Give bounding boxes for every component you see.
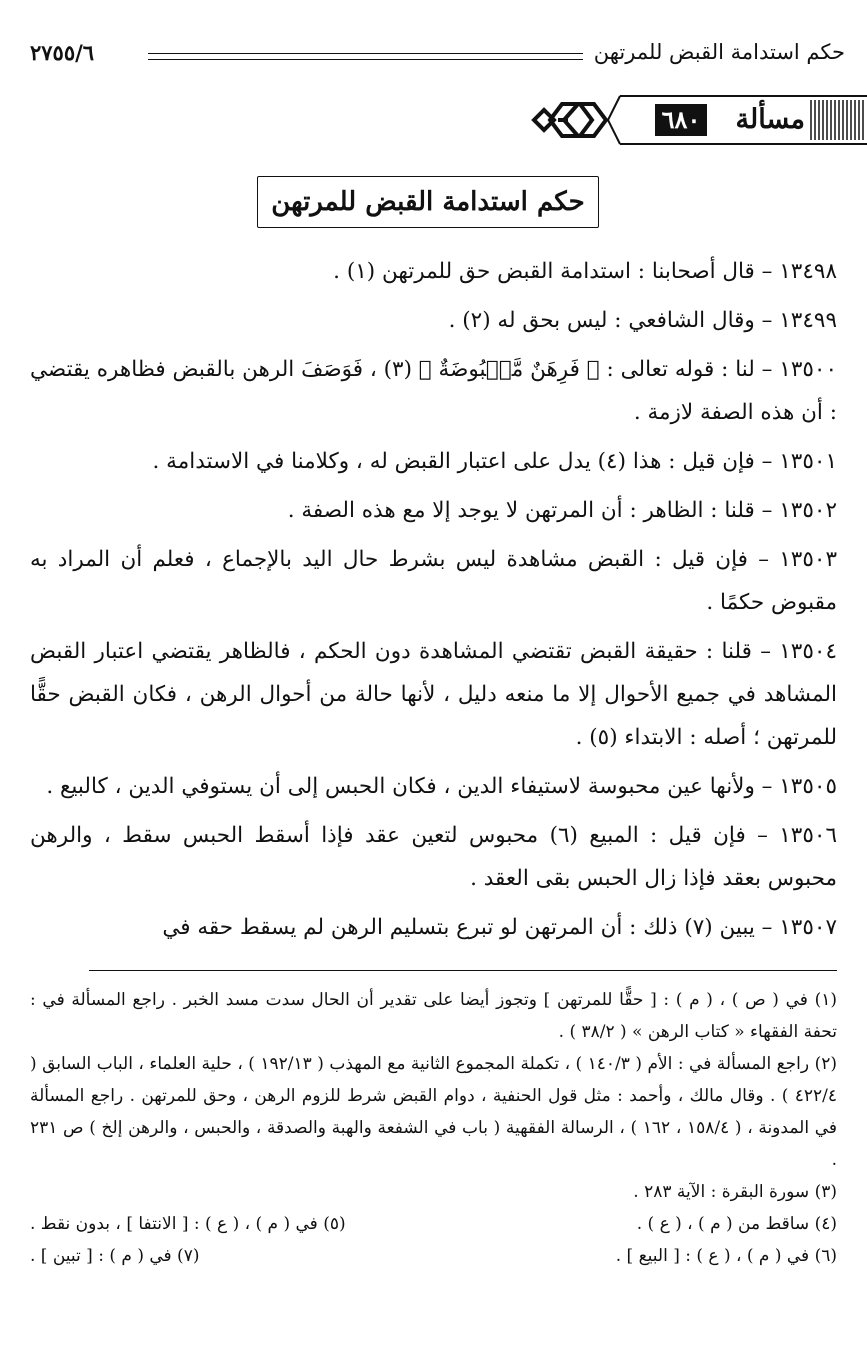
paragraph-13504: ١٣٥٠٤ – قلنا : حقيقة القبض تقتضي المشاهدة دون الحكم ، فالظاهر يقتضي اعتبار القبض المشاهد في جميع الأحوال إلا ما منعه دليل ، لأنها حالة من أحوال الرهن ، فكان القبض حقًّا للمرتهن ؛ أصله : الابتداء (٥) . [30,639,837,750]
footnote-7: (٧) في ( م ) : [ تبين ] . [30,1246,200,1266]
paragraph-13506: ١٣٥٠٦ – فإن قيل : المبيع (٦) محبوس لتعين عقد فإذا أسقط الحبس سقط ، والرهن محبوس بعقد فإذا زال الحبس بقى العقد . [30,823,837,891]
main-text [30,250,837,955]
masala-banner [528,90,867,150]
paragraph-13505: ١٣٥٠٥ – ولأنها عين محبوسة لاستيفاء الدين ، فكان الحبس إلى أن يستوفي الدين ، كالبيع . [46,774,837,799]
paragraph-13500: ١٣٥٠٠ – لنا : قوله تعالى : ﴿ فَرِهَنٌ مَّقۡبُوضَةٌ ﴾ (٣) ، فَوَصَفَ الرهن بالقبض فظاهره يقتضي : أن هذه الصفة لازمة . [30,357,838,425]
paragraph-13499: ١٣٤٩٩ – وقال الشافعي : ليس بحق له (٢) . [448,308,837,333]
paragraph-13501: ١٣٥٠١ – فإن قيل : هذا (٤) يدل على اعتبار القبض له ، وكلامنا في الاستدامة . [152,449,837,474]
page-header [30,40,845,70]
paragraph-13503: ١٣٥٠٣ – فإن قيل : القبض مشاهدة ليس بشرط حال اليد بالإجماع ، فعلم أن المراد به مقبوض حكمًا . [30,547,837,615]
footnote-3: (٣) سورة البقرة : الآية ٢٨٣ . [633,1182,837,1202]
section-title-box [257,176,599,228]
footnote-row-4-5 [30,1208,837,1240]
footnote-6: (٦) في ( م ) ، ( ع ) : [ البيع ] . [615,1246,837,1266]
footnote-1: (١) في ( ص ) ، ( م ) : [ حقًّا للمرتهن ] وتجوز أيضا على تقدير أن الحال سدت مسد الخبر . راجع المسألة في : تحفة الفقهاء « كتاب الرهن » ( ٣٨/٢ ) . [30,990,837,1042]
paragraph-13502: ١٣٥٠٢ – قلنا : الظاهر : أن المرتهن لا يوجد إلا مع هذه الصفة . [287,498,837,523]
page-number: ٢٧٥٥/٦ [30,40,95,65]
footnote-separator [89,970,837,971]
footnotes [30,984,837,1272]
paragraph-13507: ١٣٥٠٧ – يبين (٧) ذلك : أن المرتهن لو تبرع بتسليم الرهن لم يسقط حقه في [162,915,837,940]
footnote-2: (٢) راجع المسألة في : الأم ( ١٤٠/٣ ) ، تكملة المجموع الثانية مع المهذب ( ١٩٢/١٣ ) ، حلية العلماء ، الباب السابق ( ٤٢٢/٤ ) . وقال مالك ، وأحمد : مثل قول الحنفية ، دوام القبض شرط للزوم الرهن ، وحق للمرتهن . راجع المسألة في المدونة ، ( ١٥٨/٤ ، ١٦٢ ) ، الرسالة الفقهية ( باب في الشفعة والهبة والصدقة ، والحبس ، والرهن إلخ ) ص ٢٣١ . [30,1054,837,1170]
section-title: حكم استدامة القبض للمرتهن [271,187,585,217]
striped-bar [811,100,863,140]
masala-label: مسألة [735,104,805,135]
paragraph-13498: ١٣٤٩٨ – قال أصحابنا : استدامة القبض حق للمرتهن (١) . [333,259,837,284]
footnote-4: (٤) ساقط من ( م ) ، ( ع ) . [636,1214,837,1234]
running-title: حكم استدامة القبض للمرتهن [593,40,845,64]
masala-number: ٦٨٠ [655,104,707,136]
footnote-5: (٥) في ( م ) ، ( ع ) : [ الانتفا ] ، بدون نقط . [30,1214,346,1234]
interlace-ornament-icon [534,104,606,136]
footnote-row-6-7 [30,1240,837,1272]
header-double-rule [148,53,583,60]
